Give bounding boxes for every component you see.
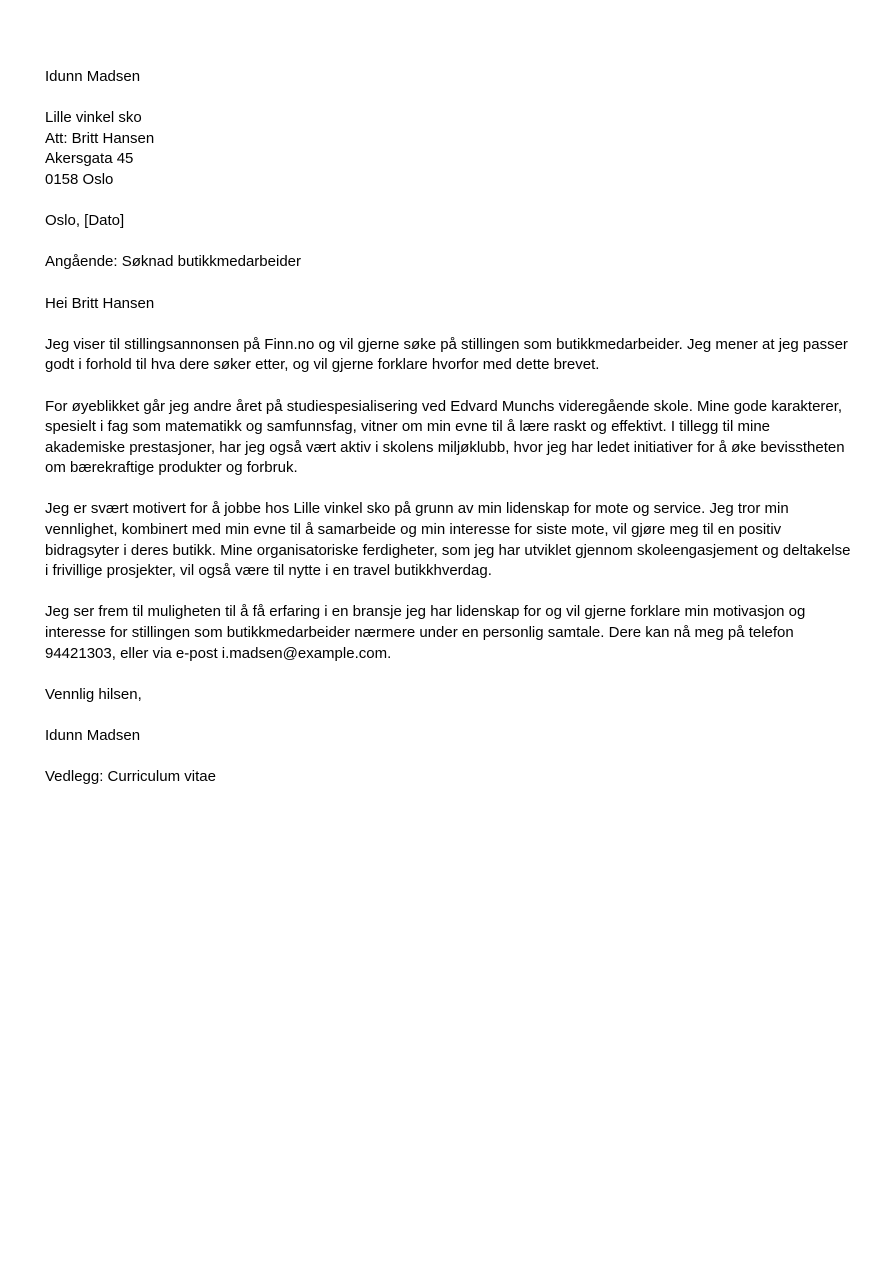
greeting-text: Hei Britt Hansen [45,294,155,312]
greeting [45,294,853,315]
sender-block [45,67,853,88]
attachment-note [45,767,853,788]
body-paragraph-2: For øyeblikket går jeg andre året på studiespesialisering ved Edvard Munchs videregående skole. Mine gode karakterer, spesielt i fag som matematikk og samfunnsfag, vitner om min evne til å lære raskt og effektivt. I tillegg til mine akademiske prestasjoner, har jeg også vært aktiv i skolens miljøklubb, hvor jeg har ledet initiativer for å øke bevisstheten om bærekraftige produkter og forbruk. [45,397,845,477]
recipient-address [45,108,853,190]
signature [45,726,853,747]
body-paragraph-3: Jeg er svært motivert for å jobbe hos Lille vinkel sko på grunn av min lidenskap for mote og service. Jeg tror min vennlighet, kombinert med min evne til å samarbeide og min interesse for siste mote, vil gjøre meg til en positiv bidragsyter i deres butikk. Mine organisatoriske ferdigheter, som jeg har utviklet gjennom skoleengasjement og deltakelse i frivillige prosjekter, vil også være til nytte i en travel butikkhverdag. [45,500,851,580]
sender-name: Idunn Madsen [45,68,141,85]
closing [45,685,853,706]
body-paragraph-1: Jeg viser til stillingsannonsen på Finn.no og vil gjerne søke på stillingen som butikkmedarbeider. Jeg mener at jeg passer godt i forhold til hva dere søker etter, og vil gjerne forklare hvorfor med dette brevet. [45,335,848,374]
place-date-text: Oslo, [Dato] [45,212,125,230]
recipient-attention: Att: Britt Hansen [45,129,155,147]
recipient-company: Lille vinkel sko [45,109,142,127]
subject-text: Angående: Søknad butikkmedarbeider [45,253,301,271]
attachment-text: Vedlegg: Curriculum vitae [45,768,216,786]
closing-text: Vennlig hilsen, [45,685,142,703]
body-paragraph-4: Jeg ser frem til muligheten til å få erfaring i en bransje jeg har lidenskap for og vil gjerne forklare min motivasjon og interesse for stillingen som butikkmedarbeider nærmere under en personlig samtale. Dere kan nå meg på telefon 94421303, eller via e-post i.madsen@example.com. [45,603,806,662]
signature-name: Idunn Madsen [45,727,141,744]
letter-page [45,67,853,808]
subject-line [45,252,853,273]
recipient-street: Akersgata 45 [45,150,134,168]
recipient-postal: 0158 Oslo [45,170,114,188]
place-date [45,211,853,232]
